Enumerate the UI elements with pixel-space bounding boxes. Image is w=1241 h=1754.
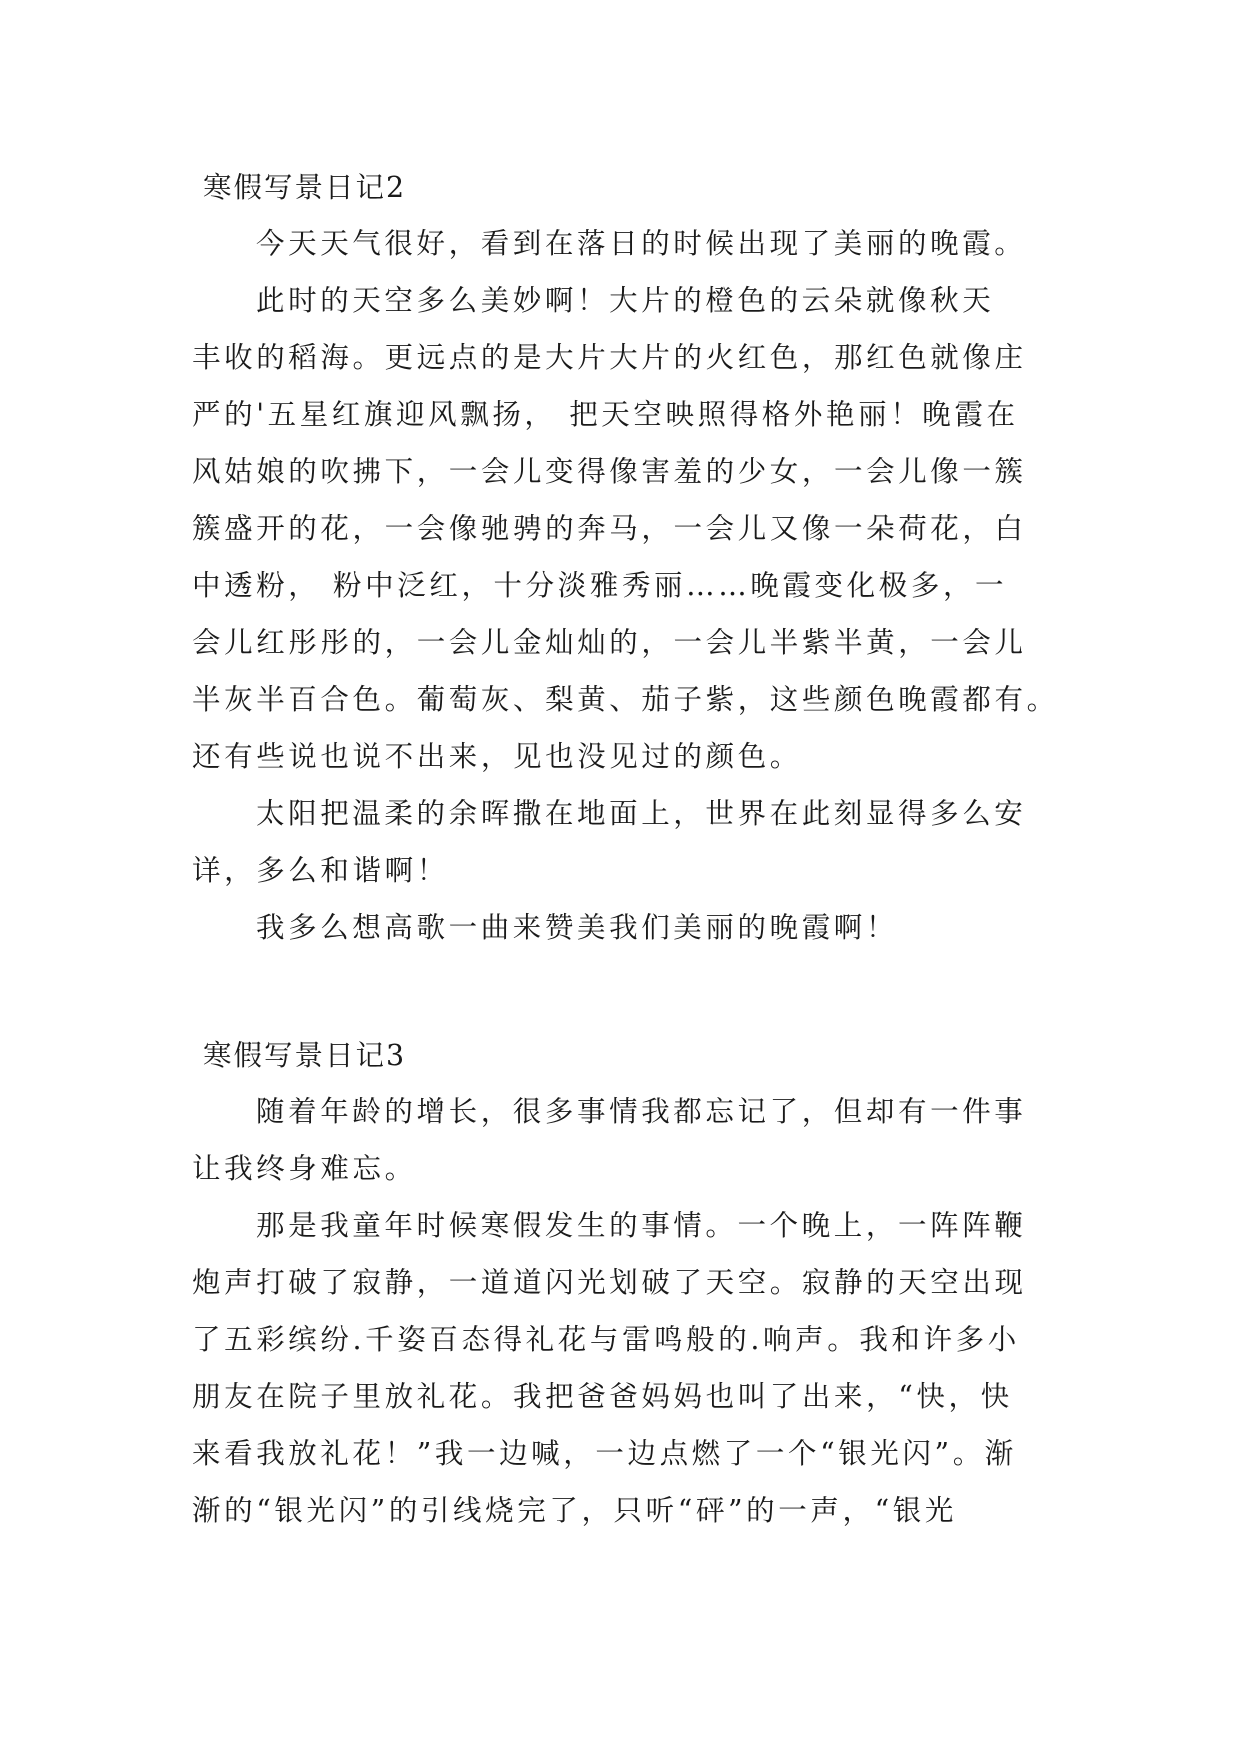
diary-3-title: 寒假写景日记3: [203, 1039, 407, 1072]
diary-2-line: 半灰半百合色。葡萄灰、梨黄、茄子紫，这些颜色晚霞都有。: [192, 683, 1059, 716]
diary-2-line: 中透粉， 粉中泛红，十分淡雅秀丽……晚霞变化极多，一: [192, 569, 1008, 602]
diary-3-line: 了五彩缤纷.千姿百态得礼花与雷鸣般的.响声。我和许多小: [192, 1323, 1020, 1356]
diary-2-line: 风姑娘的吹拂下，一会儿变得像害羞的少女，一会儿像一簇: [192, 455, 1027, 488]
diary-3-line: 来看我放礼花！”我一边喊，一边点燃了一个“银光闪”。渐: [192, 1437, 1017, 1470]
diary-2-title: 寒假写景日记2: [203, 171, 407, 204]
diary-2-line: 会儿红彤彤的，一会儿金灿灿的，一会儿半紫半黄，一会儿: [192, 626, 1027, 659]
diary-2-line: 簇盛开的花，一会像驰骋的奔马，一会儿又像一朵荷花，白: [192, 512, 1027, 545]
diary-3-line: 让我终身难忘。: [192, 1152, 417, 1185]
diary-2-line: 还有些说也说不出来，见也没见过的颜色。: [192, 740, 802, 773]
diary-2-line: 严的'五星红旗迎风飘扬， 把天空映照得格外艳丽！晚霞在: [192, 398, 1019, 431]
diary-2-line: 太阳把温柔的余晖撒在地面上，世界在此刻显得多么安: [256, 797, 1027, 830]
diary-2-line: 丰收的稻海。更远点的是大片大片的火红色，那红色就像庄: [192, 341, 1027, 374]
diary-3-line: 那是我童年时候寒假发生的事情。一个晚上，一阵阵鞭: [256, 1209, 1027, 1242]
diary-2-line: 今天天气很好，看到在落日的时候出现了美丽的晚霞。: [256, 227, 1027, 260]
diary-2-line: 此时的天空多么美妙啊！大片的橙色的云朵就像秋天: [256, 284, 995, 317]
diary-3-line: 随着年龄的增长，很多事情我都忘记了，但却有一件事: [256, 1095, 1027, 1128]
diary-2-line: 我多么想高歌一曲来赞美我们美丽的晚霞啊！: [256, 911, 899, 944]
diary-3-line: 炮声打破了寂静，一道道闪光划破了天空。寂静的天空出现: [192, 1266, 1027, 1299]
diary-2-line: 详，多么和谐啊！: [192, 854, 449, 887]
diary-3-line: 朋友在院子里放礼花。我把爸爸妈妈也叫了出来，“快，快: [192, 1380, 1013, 1413]
diary-3-line: 渐的“银光闪”的引线烧完了，只听“砰”的一声，“银光: [192, 1494, 957, 1527]
